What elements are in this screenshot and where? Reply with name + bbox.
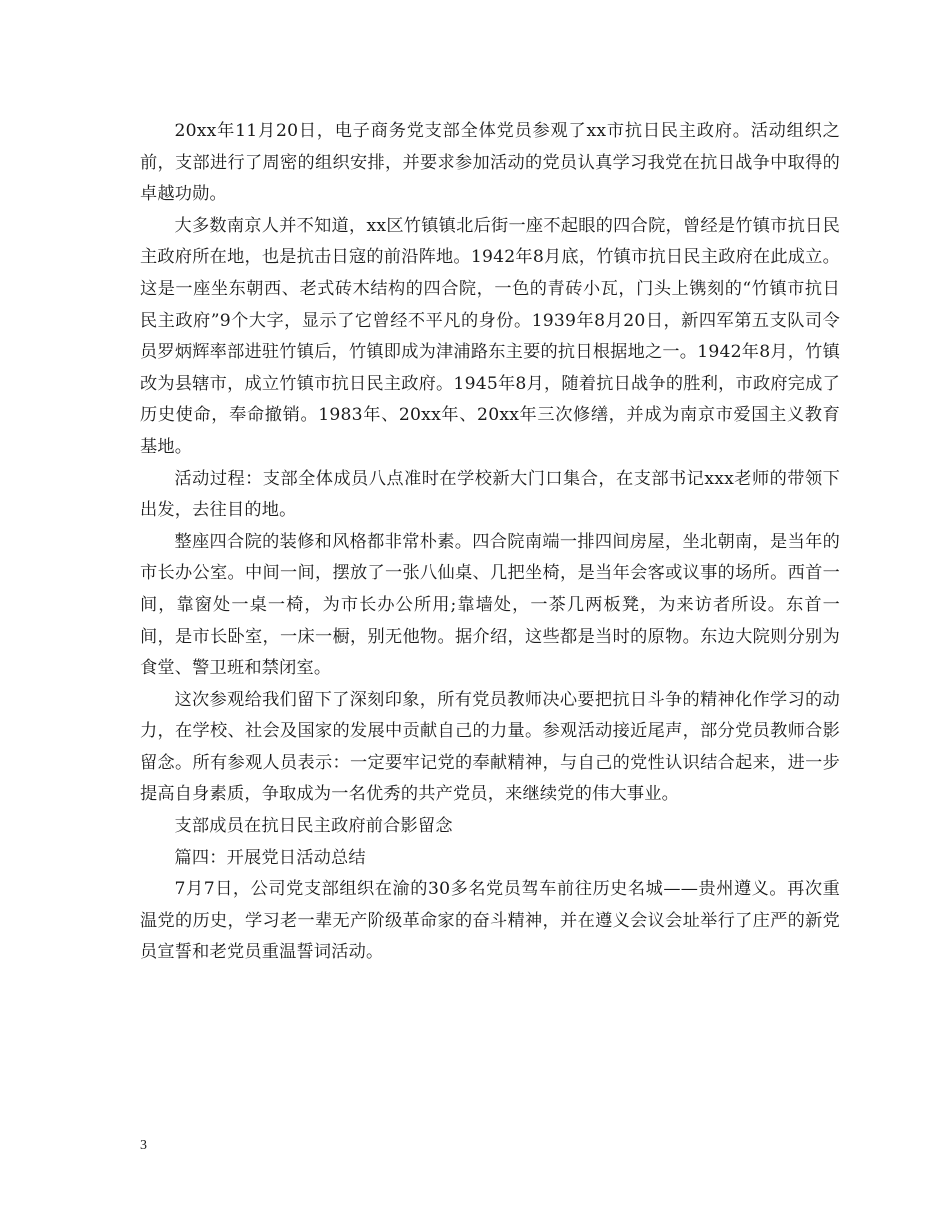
page-number: 3 (140, 1138, 147, 1153)
paragraph-history: 大多数南京人并不知道，xx区竹镇镇北后街一座不起眼的四合院，曾经是竹镇市抗日民主政府所在地，也是抗击日寇的前沿阵地。1942年8月底，竹镇市抗日民主政府在此成立。这是一座坐东朝西、老式砖木结构的四合院，一色的青砖小瓦，门头上镌刻的“竹镇市抗日民主政府”9个大字，显示了它曾经不平凡的身份。1939年8月20日，新四军第五支队司令员罗炳辉率部进驻竹镇后，竹镇即成为津浦路东主要的抗日根据地之一。1942年8月，竹镇改为县辖市，成立竹镇市抗日民主政府。1945年8月，随着抗日战争的胜利，市政府完成了历史使命，奉命撤销。1983年、20xx年、20xx年三次修缮，并成为南京市爱国主义教育基地。 (140, 215, 840, 457)
paragraph-courtyard-description: 整座四合院的装修和风格都非常朴素。四合院南端一排四间房屋，坐北朝南，是当年的市长办公室。中间一间，摆放了一张八仙桌、几把坐椅，是当年会客或议事的场所。西首一间，靠窗处一桌一椅，为市长办公所用;靠墙处，一茶几两板凳，为来访者所设。东首一间，是市长卧室，一床一橱，别无他物。据介绍，这些都是当时的原物。东边大院则分别为食堂、警卫班和禁闭室。 (140, 531, 840, 679)
paragraph-visit-intro: 20xx年11月20日，电子商务党支部全体党员参观了xx市抗日民主政府。活动组织之前，支部进行了周密的组织安排，并要求参加活动的党员认真学习我党在抗日战争中取得的卓越功勋。 (140, 121, 840, 205)
section-heading: 篇四：开展党日活动总结 (174, 847, 366, 868)
paragraph-zunyi-trip: 7月7日，公司党支部组织在渝的30多名党员驾车前往历史名城——贵州遵义。再次重温党的历史，学习老一辈无产阶级革命家的奋斗精神，并在遵义会议会址举行了庄严的新党员宣誓和老党员重温誓词活动。 (140, 879, 840, 963)
paragraph-impressions: 这次参观给我们留下了深刻印象，所有党员教师决心要把抗日斗争的精神化作学习的动力，在学校、社会及国家的发展中贡献自己的力量。参观活动接近尾声，部分党员教师合影留念。所有参观人员表示：一定要牢记党的奉献精神，与自己的党性认识结合起来，进一步提高自身素质，争取成为一名优秀的共产党员，来继续党的伟大事业。 (140, 689, 840, 805)
document-body (140, 116, 840, 969)
photo-caption: 支部成员在抗日民主政府前合影留念 (174, 816, 453, 837)
paragraph-activity-process: 活动过程：支部全体成员八点准时在学校新大门口集合，在支部书记xxx老师的带领下出发，去往目的地。 (140, 468, 840, 521)
